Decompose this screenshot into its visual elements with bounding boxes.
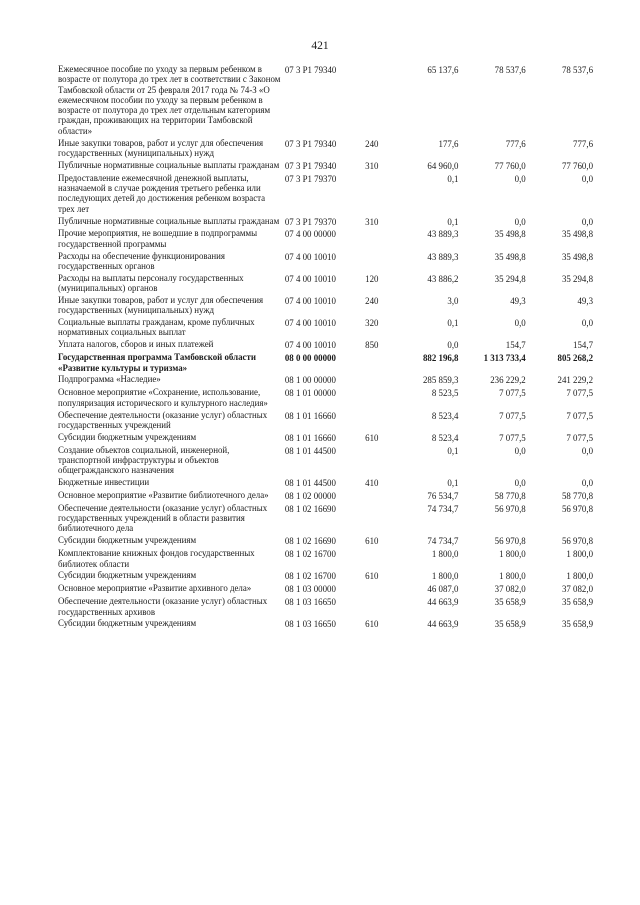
amount-year-1: 46 087,0 bbox=[427, 584, 459, 595]
target-article-code: 07 3 P1 79370 bbox=[284, 216, 337, 227]
table-row bbox=[58, 432, 593, 445]
row-name: Ежемесячное пособие по уходу за первым ребенком в возрасте от полутора до трех лет в соответствии с Законом Тамбовской области от 25 февраля 2017 года № 74-З «О ежемесячном пособии по уходу за первым ребенком в возрасте от полутора до трех лет отдельным категориям граждан, проживающих на территории Тамбовской области» bbox=[58, 64, 281, 136]
amount-year-2: 1 800,0 bbox=[499, 549, 526, 560]
amount-year-3: 0,0 bbox=[581, 445, 593, 456]
amount-year-2: 7 077,5 bbox=[499, 432, 526, 443]
amount-year-2: 236 229,2 bbox=[490, 375, 526, 386]
row-name: Субсидии бюджетным учреждениям bbox=[58, 535, 197, 546]
amount-year-2: 1 800,0 bbox=[499, 571, 526, 582]
amount-year-2: 35 658,9 bbox=[494, 597, 526, 608]
amount-year-1: 1 800,0 bbox=[431, 571, 459, 582]
expense-type-code bbox=[365, 503, 391, 535]
expense-type-code bbox=[365, 352, 391, 374]
target-article-code: 07 3 P1 79340 bbox=[284, 65, 337, 75]
amount-year-2: 77 760,0 bbox=[494, 160, 526, 171]
table-row bbox=[58, 410, 593, 432]
table-row bbox=[58, 570, 593, 583]
expense-type-code bbox=[365, 490, 391, 503]
amount-year-1: 177,6 bbox=[438, 138, 459, 149]
amount-year-1: 3,0 bbox=[447, 295, 459, 306]
amount-year-1: 1 800,0 bbox=[431, 549, 459, 560]
target-article-code: 07 4 00 00000 bbox=[284, 229, 336, 240]
row-name: Основное мероприятие «Сохранение, использование, популяризация исторического и культурного наследия» bbox=[58, 387, 268, 408]
amount-year-2: 0,0 bbox=[514, 173, 526, 184]
table-row bbox=[58, 251, 593, 273]
expense-type-code bbox=[365, 548, 391, 570]
table-row bbox=[58, 173, 593, 216]
expense-type-code: 240 bbox=[365, 295, 379, 306]
row-name: Субсидии бюджетным учреждениям bbox=[58, 618, 197, 629]
target-article-code: 08 1 03 00000 bbox=[284, 584, 336, 595]
amount-year-3: 1 800,0 bbox=[566, 571, 593, 582]
amount-year-1: 43 889,3 bbox=[427, 251, 459, 262]
row-name: Бюджетные инвестиции bbox=[58, 477, 150, 488]
amount-year-2: 0,0 bbox=[514, 318, 526, 329]
amount-year-3: 7 077,5 bbox=[566, 410, 593, 421]
target-article-code: 07 4 00 10010 bbox=[284, 340, 336, 351]
amount-year-2: 35 294,8 bbox=[494, 273, 526, 284]
amount-year-3: 805 268,2 bbox=[557, 353, 593, 364]
expense-type-code: 240 bbox=[365, 138, 379, 149]
amount-year-3: 241 229,2 bbox=[557, 375, 593, 386]
expense-type-code: 610 bbox=[365, 432, 379, 443]
amount-year-3: 35 658,9 bbox=[561, 597, 593, 608]
target-article-code: 07 3 P1 79370 bbox=[284, 173, 337, 184]
target-article-code: 08 1 01 16660 bbox=[284, 410, 336, 421]
row-name: Субсидии бюджетным учреждениям bbox=[58, 570, 197, 581]
amount-year-1: 65 137,6 bbox=[427, 65, 459, 75]
amount-year-2: 154,7 bbox=[505, 340, 526, 351]
amount-year-1: 882 196,8 bbox=[422, 353, 459, 364]
row-name: Комплектование книжных фондов государственных библиотек области bbox=[58, 548, 255, 569]
row-name: Социальные выплаты гражданам, кроме публичных нормативных социальных выплат bbox=[58, 317, 255, 338]
amount-year-3: 1 800,0 bbox=[566, 549, 593, 560]
target-article-code: 07 4 00 10010 bbox=[284, 295, 336, 306]
expense-type-code bbox=[365, 374, 391, 387]
row-name: Иные закупки товаров, работ и услуг для обеспечения государственных (муниципальных) нужд bbox=[58, 137, 264, 158]
row-name: Основное мероприятие «Развитие библиотечного дела» bbox=[58, 489, 269, 500]
table-row bbox=[58, 317, 593, 339]
amount-year-1: 285 859,3 bbox=[422, 375, 459, 386]
table-row bbox=[58, 228, 593, 250]
target-article-code: 07 4 00 10010 bbox=[284, 273, 336, 284]
amount-year-1: 43 886,2 bbox=[427, 273, 459, 284]
expense-type-code bbox=[365, 387, 391, 409]
amount-year-3: 35 294,8 bbox=[561, 273, 593, 284]
target-article-code: 07 4 00 10010 bbox=[284, 251, 336, 262]
table-row bbox=[58, 216, 593, 229]
amount-year-2: 58 770,8 bbox=[494, 490, 526, 501]
amount-year-1: 0,1 bbox=[447, 478, 459, 489]
table-row bbox=[58, 64, 593, 138]
amount-year-2: 35 498,8 bbox=[494, 229, 526, 240]
expense-type-code: 610 bbox=[365, 571, 379, 582]
table-row bbox=[58, 352, 593, 374]
table-row bbox=[58, 273, 593, 295]
target-article-code: 07 3 P1 79340 bbox=[284, 138, 337, 149]
target-article-code: 08 1 00 00000 bbox=[284, 375, 336, 386]
amount-year-3: 154,7 bbox=[573, 340, 593, 351]
table-row bbox=[58, 138, 593, 160]
amount-year-3: 0,0 bbox=[581, 216, 593, 227]
expense-type-code bbox=[365, 410, 391, 432]
amount-year-3: 0,0 bbox=[581, 173, 593, 184]
expense-type-code bbox=[365, 228, 391, 250]
table-row bbox=[58, 618, 593, 631]
row-name: Публичные нормативные социальные выплаты гражданам bbox=[58, 159, 280, 170]
amount-year-1: 0,1 bbox=[447, 445, 459, 456]
table-row bbox=[58, 445, 593, 477]
row-name: Обеспечение деятельности (оказание услуг) областных государственных учреждений в области развития библиотечного дела bbox=[58, 502, 268, 534]
amount-year-1: 76 534,7 bbox=[427, 490, 459, 501]
table-row bbox=[58, 295, 593, 317]
expense-type-code: 320 bbox=[365, 318, 379, 329]
table-row bbox=[58, 548, 593, 570]
row-name: Субсидии бюджетным учреждениям bbox=[58, 431, 197, 442]
amount-year-2: 35 658,9 bbox=[494, 619, 526, 630]
expense-type-code: 850 bbox=[365, 340, 379, 351]
amount-year-3: 58 770,8 bbox=[561, 490, 593, 501]
amount-year-1: 0,0 bbox=[447, 340, 459, 351]
row-name: Государственная программа Тамбовской области «Развитие культуры и туризма» bbox=[58, 352, 256, 373]
amount-year-1: 64 960,0 bbox=[427, 160, 459, 171]
expense-type-code bbox=[365, 596, 391, 618]
target-article-code: 08 1 01 44500 bbox=[284, 445, 336, 456]
row-name: Подпрограмма «Наследие» bbox=[58, 374, 161, 385]
amount-year-3: 49,3 bbox=[577, 295, 593, 306]
amount-year-2: 777,6 bbox=[505, 138, 526, 149]
amount-year-3: 7 077,5 bbox=[566, 388, 593, 399]
amount-year-1: 8 523,4 bbox=[431, 410, 459, 421]
amount-year-2: 35 498,8 bbox=[494, 251, 526, 262]
expense-type-code bbox=[365, 251, 391, 273]
amount-year-2: 1 313 733,4 bbox=[483, 353, 526, 364]
amount-year-3: 78 537,6 bbox=[561, 65, 593, 75]
amount-year-1: 74 734,7 bbox=[427, 503, 459, 514]
target-article-code: 08 1 01 44500 bbox=[284, 478, 336, 489]
table-row bbox=[58, 160, 593, 173]
table-row bbox=[58, 387, 593, 409]
amount-year-3: 37 082,0 bbox=[561, 584, 593, 595]
amount-year-1: 43 889,3 bbox=[427, 229, 459, 240]
expense-type-code: 310 bbox=[365, 216, 379, 227]
amount-year-3: 0,0 bbox=[581, 478, 593, 489]
row-name: Расходы на обеспечение функционирования государственных органов bbox=[58, 250, 225, 271]
amount-year-1: 0,1 bbox=[447, 216, 459, 227]
target-article-code: 08 1 02 00000 bbox=[284, 490, 336, 501]
amount-year-3: 77 760,0 bbox=[561, 160, 593, 171]
row-name: Обеспечение деятельности (оказание услуг) областных государственных архивов bbox=[58, 596, 268, 617]
row-name: Создание объектов социальной, инженерной, транспортной инфраструктуры и объектов общегражданского назначения bbox=[58, 444, 230, 476]
table-row bbox=[58, 477, 593, 490]
expense-type-code bbox=[365, 583, 391, 596]
amount-year-2: 0,0 bbox=[514, 445, 526, 456]
amount-year-3: 56 970,8 bbox=[561, 536, 593, 547]
amount-year-1: 44 663,9 bbox=[427, 619, 459, 630]
target-article-code: 08 1 02 16690 bbox=[284, 503, 336, 514]
amount-year-1: 44 663,9 bbox=[427, 597, 459, 608]
target-article-code: 07 3 P1 79340 bbox=[284, 160, 337, 171]
amount-year-3: 35 658,9 bbox=[561, 619, 593, 630]
amount-year-3: 35 498,8 bbox=[561, 251, 593, 262]
amount-year-2: 56 970,8 bbox=[494, 503, 526, 514]
expense-type-code bbox=[365, 445, 391, 477]
table-row bbox=[58, 535, 593, 548]
row-name: Иные закупки товаров, работ и услуг для обеспечения государственных (муниципальных) нужд bbox=[58, 294, 264, 316]
amount-year-2: 7 077,5 bbox=[499, 410, 526, 421]
row-name: Основное мероприятие «Развитие архивного дела» bbox=[58, 583, 252, 594]
target-article-code: 08 1 03 16650 bbox=[284, 619, 336, 630]
amount-year-2: 56 970,8 bbox=[494, 536, 526, 547]
amount-year-2: 0,0 bbox=[514, 478, 526, 489]
row-name: Публичные нормативные социальные выплаты гражданам bbox=[58, 215, 280, 226]
amount-year-2: 49,3 bbox=[510, 295, 526, 306]
page-number: 421 bbox=[311, 40, 329, 52]
row-name: Предоставление ежемесячной денежной выплаты, назначаемой в случае рождения третьего ребенка или последующих детей до достижения ребенком возраста трех лет bbox=[58, 172, 266, 214]
expense-type-code: 410 bbox=[365, 478, 379, 489]
amount-year-2: 0,0 bbox=[514, 216, 526, 227]
amount-year-3: 0,0 bbox=[581, 318, 593, 329]
expense-type-code: 610 bbox=[365, 536, 379, 547]
table-row bbox=[58, 596, 593, 618]
amount-year-3: 35 498,8 bbox=[561, 229, 593, 240]
row-name: Расходы на выплаты персоналу государственных (муниципальных) органов bbox=[58, 272, 244, 294]
amount-year-1: 74 734,7 bbox=[427, 536, 459, 547]
expense-type-code: 120 bbox=[365, 273, 379, 284]
expense-type-code bbox=[365, 64, 391, 138]
target-article-code: 08 1 01 16660 bbox=[284, 432, 336, 443]
amount-year-1: 8 523,4 bbox=[431, 432, 459, 443]
amount-year-1: 0,1 bbox=[447, 173, 459, 184]
table-row bbox=[58, 490, 593, 503]
row-name: Прочие мероприятия, не вошедшие в подпрограммы государственной программы bbox=[58, 228, 258, 249]
target-article-code: 08 0 00 00000 bbox=[284, 353, 336, 364]
row-name: Уплата налогов, сборов и иных платежей bbox=[58, 339, 214, 350]
amount-year-3: 7 077,5 bbox=[566, 432, 593, 443]
target-article-code: 08 1 03 16650 bbox=[284, 597, 336, 608]
target-article-code: 08 1 02 16700 bbox=[284, 571, 336, 582]
amount-year-2: 37 082,0 bbox=[494, 584, 526, 595]
table-row bbox=[58, 339, 593, 352]
amount-year-1: 8 523,5 bbox=[431, 388, 459, 399]
target-article-code: 08 1 01 00000 bbox=[284, 388, 336, 399]
amount-year-3: 56 970,8 bbox=[561, 503, 593, 514]
target-article-code: 08 1 02 16700 bbox=[284, 549, 336, 560]
row-name: Обеспечение деятельности (оказание услуг) областных государственных учреждений bbox=[58, 409, 268, 430]
table-row bbox=[58, 583, 593, 596]
amount-year-2: 78 537,6 bbox=[494, 65, 526, 75]
target-article-code: 08 1 02 16690 bbox=[284, 536, 336, 547]
budget-table bbox=[58, 64, 593, 631]
expense-type-code: 610 bbox=[365, 619, 379, 630]
amount-year-1: 0,1 bbox=[447, 318, 459, 329]
table-row bbox=[58, 503, 593, 535]
expense-type-code: 310 bbox=[365, 160, 379, 171]
table-row bbox=[58, 374, 593, 387]
expense-type-code bbox=[365, 173, 391, 216]
amount-year-2: 7 077,5 bbox=[499, 388, 526, 399]
budget-table-body bbox=[58, 64, 593, 631]
amount-year-3: 777,6 bbox=[573, 138, 593, 149]
target-article-code: 07 4 00 10010 bbox=[284, 318, 336, 329]
